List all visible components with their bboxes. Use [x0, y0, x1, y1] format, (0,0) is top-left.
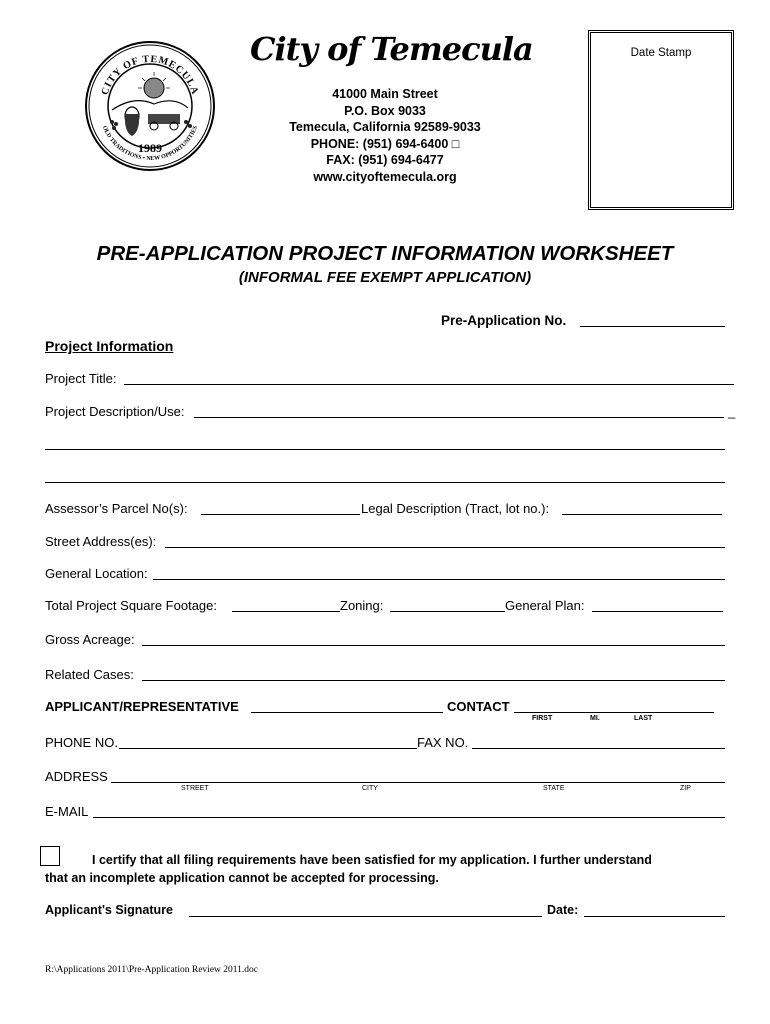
address-street: 41000 Main Street — [332, 87, 438, 101]
date-stamp-label: Date Stamp — [630, 47, 692, 59]
fax-label: FAX NO. — [417, 735, 469, 750]
general-plan-field[interactable] — [592, 611, 723, 612]
certification-line-1: I certify that all filing requirements have been satisfied for my application. I further understand — [92, 853, 652, 867]
address-label: ADDRESS — [45, 769, 108, 784]
contact-mi-caption: MI. — [590, 715, 600, 722]
footer-file-path: R:\Applications 2011\Pre-Application Review 2011.doc — [45, 965, 259, 975]
phone-field[interactable] — [119, 748, 417, 749]
zoning-field[interactable] — [390, 611, 505, 612]
email-label: E-MAIL — [45, 804, 89, 819]
address-street-caption: STREET — [181, 785, 209, 792]
square-footage-label: Total Project Square Footage: — [45, 598, 217, 613]
seal-graphic — [84, 40, 216, 172]
related-cases-label: Related Cases: — [45, 667, 134, 682]
address-city-state: Temecula, California 92589-9033 — [289, 120, 481, 134]
project-description-trailer: _ — [728, 404, 736, 419]
address-zip-caption: ZIP — [680, 785, 691, 792]
certification-line-2: that an incomplete application cannot be accepted for processing. — [45, 871, 439, 885]
project-title-label: Project Title: — [45, 371, 117, 386]
seal-bottom-text: OLD TRADITIONS • NEW OPPORTUNITIES — [100, 125, 200, 163]
signature-date-label: Date: — [547, 903, 579, 917]
seal-top-text: CITY OF TEMECULA — [99, 53, 201, 97]
email-field[interactable] — [93, 817, 725, 818]
project-description-label: Project Description/Use: — [45, 404, 185, 419]
street-address-field[interactable] — [165, 547, 725, 548]
zoning-label: Zoning: — [340, 598, 384, 613]
pre-app-no-label: Pre-Application No. — [441, 313, 567, 328]
address-state-caption: STATE — [543, 785, 565, 792]
signature-field[interactable] — [189, 916, 542, 917]
contact-field[interactable] — [514, 712, 714, 713]
applicant-label: APPLICANT/REPRESENTATIVE — [45, 699, 239, 714]
apn-field[interactable] — [201, 514, 360, 515]
pre-app-no-field[interactable] — [580, 326, 725, 327]
form-title: PRE-APPLICATION PROJECT INFORMATION WORKSHEET — [96, 242, 674, 265]
street-address-label: Street Address(es): — [45, 534, 157, 549]
legal-description-field[interactable] — [562, 514, 722, 515]
date-stamp-box[interactable] — [588, 30, 734, 210]
related-cases-field[interactable] — [142, 680, 725, 681]
project-title-field[interactable] — [124, 384, 734, 385]
signature-label: Applicant's Signature — [45, 903, 173, 917]
certify-checkbox[interactable] — [40, 846, 60, 866]
section-heading: Project Information — [45, 338, 174, 354]
phone-label: PHONE NO. — [45, 735, 118, 750]
fax-field[interactable] — [472, 748, 725, 749]
signature-date-field[interactable] — [584, 916, 725, 917]
gross-acreage-field[interactable] — [142, 645, 725, 646]
apn-label: Assessor’s Parcel No(s): — [45, 501, 188, 516]
contact-last-caption: LAST — [634, 715, 653, 722]
header-website: www.cityoftemecula.org — [313, 169, 457, 184]
address-city-caption: CITY — [362, 785, 378, 792]
project-description-field[interactable] — [194, 417, 724, 418]
header-address — [260, 86, 510, 185]
gross-acreage-label: Gross Acreage: — [45, 632, 135, 647]
general-location-label: General Location: — [45, 566, 148, 581]
contact-first-caption: FIRST — [532, 715, 553, 722]
city-name: City of Temecula — [250, 30, 533, 68]
project-description-line-3[interactable] — [45, 482, 725, 483]
city-seal — [84, 40, 216, 172]
project-description-line-2[interactable] — [45, 449, 725, 450]
address-field[interactable] — [111, 782, 725, 783]
legal-description-label: Legal Description (Tract, lot no.): — [361, 501, 550, 516]
header-fax: FAX: (951) 694-6477 — [326, 153, 444, 167]
general-plan-label: General Plan: — [505, 598, 585, 613]
general-location-field[interactable] — [153, 579, 725, 580]
address-po-box: P.O. Box 9033 — [344, 103, 426, 118]
contact-label: CONTACT — [447, 699, 510, 714]
applicant-field[interactable] — [251, 712, 443, 713]
square-footage-field[interactable] — [232, 611, 340, 612]
seal-year: 1989 — [138, 141, 162, 155]
form-subtitle: (INFORMAL FEE EXEMPT APPLICATION) — [238, 269, 532, 286]
header-phone: PHONE: (951) 694-6400 □ — [310, 136, 460, 151]
